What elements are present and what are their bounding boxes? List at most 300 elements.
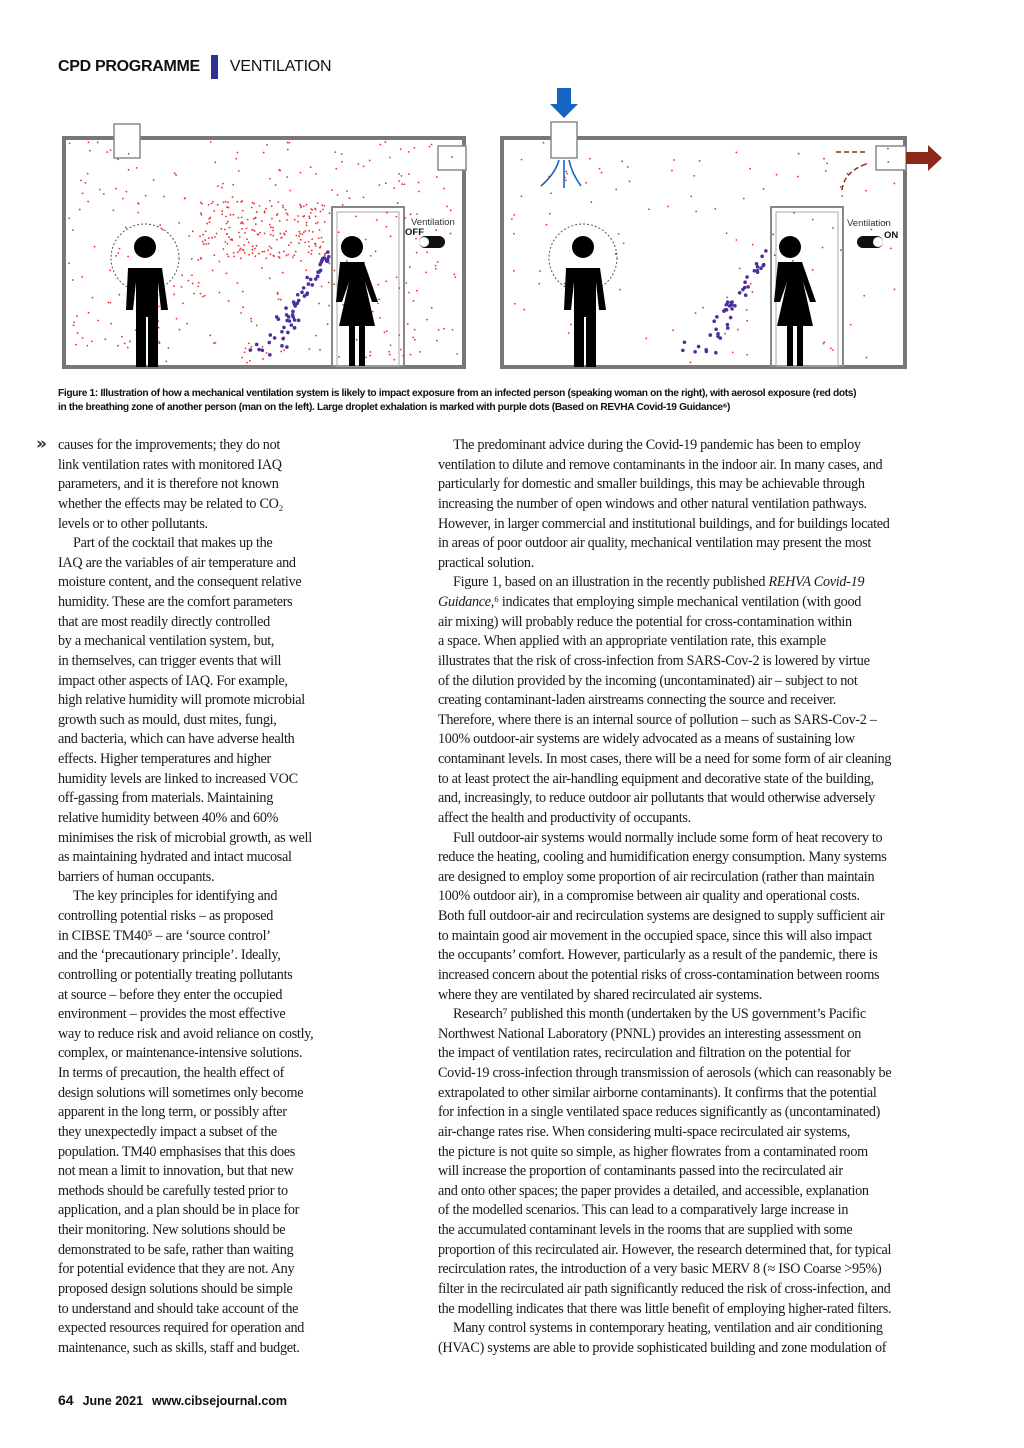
text-line	[438, 946, 948, 966]
text-run: REHVA Covid-19	[768, 574, 865, 591]
aerosol-dot	[396, 276, 398, 278]
figure-1-illustration	[0, 80, 1024, 380]
aerosol-dot	[408, 151, 410, 153]
text-line	[58, 1221, 343, 1241]
aerosol-dot	[175, 174, 177, 176]
text-line	[58, 711, 343, 731]
aerosol-dot	[538, 283, 540, 285]
aerosol-dot	[290, 242, 292, 244]
droplet-dot	[280, 344, 284, 348]
droplet-dot	[316, 275, 320, 279]
figure-caption	[58, 387, 958, 415]
aerosol-dot	[200, 293, 202, 295]
aerosol-dot	[215, 342, 217, 344]
topic-label: VENTILATION	[229, 58, 332, 75]
aerosol-dot	[244, 351, 246, 353]
text-run: contaminant levels. In most cases, there will be a need for some form of air cleaning	[438, 751, 892, 767]
text-line	[58, 691, 343, 711]
text-line	[58, 946, 343, 966]
text-line	[58, 672, 343, 692]
supply-air-arrow-icon	[550, 88, 578, 118]
aerosol-dot	[320, 211, 322, 213]
aerosol-dot	[550, 192, 552, 194]
aerosol-dot	[695, 312, 697, 314]
droplet-dot	[292, 300, 296, 304]
aerosol-dot	[847, 173, 849, 175]
text-run: the modelling indicates that there was little benefit of employing higher-rated filters.	[438, 1300, 892, 1317]
aerosol-dot	[397, 202, 399, 204]
text-line	[58, 652, 343, 672]
aerosol-dot	[240, 258, 242, 260]
aerosol-dot	[521, 195, 523, 197]
aerosol-dot	[240, 312, 242, 314]
aerosol-dot	[456, 353, 458, 355]
aerosol-dot	[184, 198, 186, 200]
aerosol-dot	[413, 147, 415, 149]
droplet-dot	[282, 326, 286, 330]
aerosol-dot	[376, 219, 378, 221]
text-run: will increase the proportion of contaminants passed into the recirculated air	[438, 1163, 843, 1180]
aerosol-dot	[104, 338, 106, 340]
aerosol-dot	[300, 205, 302, 207]
aerosol-dot	[732, 351, 734, 353]
aerosol-dot	[865, 163, 867, 165]
aerosol-dot	[319, 229, 321, 231]
aerosol-dot	[338, 356, 340, 358]
droplet-dot	[275, 315, 279, 319]
text-run: proportion of this recirculated air. However, the research determined that, for typical	[438, 1241, 892, 1258]
aerosol-dot	[673, 159, 675, 161]
text-run: way to reduce risk and avoid reliance on costly,	[58, 1025, 314, 1042]
text-line	[438, 1143, 948, 1163]
aerosol-dot	[549, 213, 551, 215]
aerosol-dot	[242, 249, 244, 251]
ceiling-vent	[114, 124, 140, 158]
text-run: their monitoring. New solutions should be	[58, 1222, 286, 1238]
aerosol-dot	[240, 248, 242, 250]
running-header	[58, 55, 331, 79]
aerosol-dot	[412, 300, 414, 302]
text-line	[58, 1103, 343, 1123]
aerosol-dot	[272, 230, 274, 232]
aerosol-dot	[228, 236, 230, 238]
aerosol-dot	[259, 232, 261, 234]
aerosol-dot	[850, 324, 852, 326]
aerosol-dot	[431, 307, 433, 309]
aerosol-dot	[244, 232, 246, 234]
aerosol-dot	[187, 280, 189, 282]
droplet-dot	[697, 345, 701, 349]
aerosol-dot	[404, 183, 406, 185]
aerosol-dot	[208, 237, 210, 239]
text-run: ⁶ indicates that employing simple mechanical ventilation (with good	[494, 594, 862, 610]
text-run: to understand and should take account of the	[58, 1300, 299, 1317]
text-line	[58, 1123, 343, 1143]
svg-text:Ventilation: Ventilation	[847, 218, 891, 229]
aerosol-dot	[386, 330, 388, 332]
aerosol-dot	[255, 223, 257, 225]
droplet-dot	[753, 269, 757, 273]
aerosol-dot	[333, 283, 335, 285]
aerosol-dot	[174, 172, 176, 174]
aerosol-dot	[409, 266, 411, 268]
aerosol-dot	[390, 344, 392, 346]
text-run: Covid-19 cross-infection through transmission of aerosols (which can reasonably be	[438, 1065, 892, 1081]
text-run: where they are ventilated by shared recirculated air systems.	[438, 986, 763, 1003]
aerosol-dot	[208, 218, 210, 220]
text-line	[58, 613, 343, 633]
aerosol-dot	[398, 287, 400, 289]
text-run: proposed design solutions should be simple	[58, 1280, 293, 1297]
aerosol-dot	[225, 201, 227, 203]
text-line	[58, 1044, 343, 1064]
aerosol-dot	[267, 249, 269, 251]
aerosol-dot	[228, 207, 230, 209]
text-line	[438, 515, 948, 535]
aerosol-dot	[401, 175, 403, 177]
text-run: to maintain good air movement in the occupied space, since this will also impact	[438, 927, 872, 944]
text-run: controlling or potentially treating pollutants	[58, 966, 293, 983]
aerosol-dot	[173, 294, 175, 296]
aerosol-dot	[242, 210, 244, 212]
droplet-dot	[309, 278, 313, 282]
aerosol-dot	[375, 250, 377, 252]
aerosol-dot	[384, 141, 386, 143]
text-line	[58, 1143, 343, 1163]
text-line	[438, 1123, 948, 1143]
aerosol-dot	[763, 188, 765, 190]
aerosol-dot	[211, 237, 213, 239]
aerosol-dot	[85, 182, 87, 184]
aerosol-dot	[566, 173, 568, 175]
aerosol-dot	[451, 156, 453, 158]
aerosol-dot	[145, 195, 147, 197]
aerosol-dot	[514, 303, 516, 305]
aerosol-dot	[400, 349, 402, 351]
aerosol-dot	[306, 222, 308, 224]
aerosol-dot	[414, 329, 416, 331]
aerosol-dot	[400, 148, 402, 150]
aerosol-dot	[346, 260, 348, 262]
aerosol-dot	[436, 340, 438, 342]
aerosol-dot	[450, 233, 452, 235]
droplet-dot	[733, 304, 737, 308]
text-run: However, in larger commercial and institutional buildings, and for buildings located	[438, 515, 890, 532]
aerosol-dot	[735, 151, 737, 153]
aerosol-dot	[426, 251, 428, 253]
aerosol-dot	[97, 320, 99, 322]
aerosol-dot	[245, 347, 247, 349]
aerosol-dot	[369, 355, 371, 357]
aerosol-dot	[264, 212, 266, 214]
aerosol-dot	[226, 223, 228, 225]
aerosol-dot	[315, 243, 317, 245]
aerosol-dot	[438, 329, 440, 331]
aerosol-dot	[263, 251, 265, 253]
aerosol-dot	[749, 168, 751, 170]
aerosol-dot	[294, 219, 296, 221]
text-run: recirculation rates, the introduction of a very basic MERV 8 (≈ ISO Coarse >95%)	[438, 1261, 882, 1278]
aerosol-dot	[282, 205, 284, 207]
text-line	[438, 1084, 948, 1104]
aerosol-dot	[178, 222, 180, 224]
droplet-dot	[729, 316, 733, 320]
aerosol-dot	[243, 244, 245, 246]
aerosol-dot	[295, 235, 297, 237]
aerosol-dot	[418, 191, 420, 193]
text-line	[438, 809, 948, 829]
aerosol-dot	[115, 188, 117, 190]
aerosol-dot	[305, 230, 307, 232]
text-run: not mean a limit to innovation, but that new	[58, 1163, 294, 1180]
aerosol-dot	[629, 180, 631, 182]
aerosol-dot	[256, 245, 258, 247]
text-line	[58, 1182, 343, 1202]
droplet-dot	[716, 332, 720, 336]
text-run: that are most readily directly controlled	[58, 613, 270, 630]
droplet-dot	[726, 323, 730, 327]
aerosol-dot	[299, 233, 301, 235]
aerosol-dot	[418, 182, 420, 184]
aerosol-dot	[304, 241, 306, 243]
aerosol-dot	[262, 251, 264, 253]
aerosol-dot	[254, 230, 256, 232]
aerosol-dot	[315, 223, 317, 225]
aerosol-dot	[89, 150, 91, 152]
aerosol-dot	[321, 204, 323, 206]
aerosol-dot	[237, 217, 239, 219]
aerosol-dot	[266, 144, 268, 146]
aerosol-dot	[429, 146, 431, 148]
droplet-dot	[286, 331, 290, 335]
text-run: 100% outdoor-air systems are widely advocated as a means of sustaining low	[438, 731, 855, 748]
aerosol-dot	[278, 298, 280, 300]
header-divider	[211, 55, 218, 79]
text-run: of the modelled scenarios. This can lead to a comparatively large increase in	[438, 1202, 849, 1219]
aerosol-dot	[277, 213, 279, 215]
aerosol-dot	[365, 357, 367, 359]
aerosol-dot	[308, 348, 310, 350]
text-line	[438, 1280, 948, 1300]
text-run: and onto other spaces; the paper provides a detailed, and accessible, explanation	[438, 1182, 869, 1199]
text-run: parameters, and it is therefore not known	[58, 476, 279, 493]
text-line	[58, 1025, 343, 1045]
aerosol-dot	[369, 160, 371, 162]
aerosol-dot	[250, 318, 252, 320]
aerosol-dot	[826, 162, 828, 164]
aerosol-dot	[288, 142, 290, 144]
aerosol-dot	[137, 212, 139, 214]
aerosol-dot	[209, 221, 211, 223]
aerosol-dot	[396, 216, 398, 218]
aerosol-dot	[431, 144, 433, 146]
text-line	[58, 887, 343, 907]
text-run: methods should be carefully tested prior to	[58, 1182, 288, 1199]
droplet-dot	[302, 286, 306, 290]
aerosol-dot	[792, 260, 794, 262]
aerosol-dot	[251, 321, 253, 323]
text-line	[438, 868, 948, 888]
aerosol-dot	[261, 220, 263, 222]
aerosol-dot	[137, 202, 139, 204]
droplet-dot	[738, 291, 742, 295]
aerosol-dot	[205, 243, 207, 245]
text-line	[58, 848, 343, 868]
aerosol-dot	[825, 170, 827, 172]
aerosol-dot	[832, 349, 834, 351]
text-run: high relative humidity will promote microbial	[58, 692, 305, 709]
aerosol-dot	[128, 169, 130, 171]
svg-text:OFF: OFF	[405, 227, 424, 238]
aerosol-dot	[308, 241, 310, 243]
text-run: whether the effects may be related to CO₂	[58, 495, 284, 512]
text-line	[58, 1005, 343, 1025]
aerosol-dot	[386, 226, 388, 228]
aerosol-dot	[136, 167, 138, 169]
droplet-dot	[273, 336, 277, 340]
aerosol-dot	[238, 170, 240, 172]
droplet-dot	[291, 310, 295, 314]
aerosol-dot	[887, 148, 889, 150]
text-run: the occupants’ comfort. However, particularly as a result of the pandemic, there is	[438, 947, 878, 964]
aerosol-dot	[87, 173, 89, 175]
aerosol-dot	[743, 198, 745, 200]
aerosol-dot	[369, 351, 371, 353]
text-line	[58, 475, 343, 495]
aerosol-dot	[890, 248, 892, 250]
aerosol-dot	[202, 241, 204, 243]
aerosol-dot	[894, 183, 896, 185]
aerosol-dot	[122, 198, 124, 200]
aerosol-dot	[188, 235, 190, 237]
text-run: extrapolated to other similar airborne contaminants). It confirms that the potential	[438, 1084, 877, 1101]
aerosol-dot	[106, 151, 108, 153]
supply-diffuser	[551, 122, 577, 158]
aerosol-dot	[199, 235, 201, 237]
aerosol-dot	[389, 157, 391, 159]
text-run: humidity. These are the comfort parameters	[58, 594, 293, 610]
text-line	[438, 1182, 948, 1202]
room-ventilation-off	[64, 124, 466, 367]
aerosol-dot	[308, 216, 310, 218]
text-run: filter in the recirculated air path significantly reduced the risk of cross-infection, and	[438, 1280, 891, 1297]
aerosol-dot	[271, 205, 273, 207]
text-line	[58, 554, 343, 574]
aerosol-dot	[310, 212, 312, 214]
aerosol-dot	[224, 241, 226, 243]
text-run: design solutions will sometimes only become	[58, 1084, 304, 1101]
text-run: apparent in the long term, or possibly after	[58, 1104, 287, 1121]
aerosol-dot	[115, 255, 117, 257]
aerosol-dot	[272, 255, 274, 257]
aerosol-dot	[887, 161, 889, 163]
aerosol-dot	[204, 295, 206, 297]
aerosol-dot	[322, 241, 324, 243]
aerosol-dot	[277, 293, 279, 295]
aerosol-dot	[117, 158, 119, 160]
aerosol-dot	[77, 332, 79, 334]
extract-air-arrow-icon	[906, 145, 942, 171]
text-line	[438, 1241, 948, 1261]
aerosol-dot	[292, 256, 294, 258]
aerosol-dot	[247, 219, 249, 221]
aerosol-dot	[798, 153, 800, 155]
aerosol-dot	[280, 351, 282, 353]
text-line	[438, 789, 948, 809]
text-run: and, increasingly, to reduce outdoor air pollutants that would otherwise adversely	[438, 790, 876, 807]
aerosol-dot	[303, 231, 305, 233]
aerosol-dot	[237, 152, 239, 154]
aerosol-dot	[329, 263, 331, 265]
aerosol-dot	[192, 230, 194, 232]
text-run: in themselves, can trigger events that will	[58, 652, 282, 669]
text-run: impact other aspects of IAQ. For example,	[58, 672, 288, 689]
droplet-dot	[325, 259, 329, 263]
aerosol-dot	[539, 270, 541, 272]
aerosol-dot	[363, 196, 365, 198]
text-line	[438, 632, 948, 652]
text-run: Both full outdoor-air and recirculation systems are designed to supply sufficient air	[438, 908, 885, 924]
text-run: off-gassing from materials. Maintaining	[58, 790, 273, 807]
aerosol-dot	[298, 242, 300, 244]
text-line	[58, 456, 343, 476]
aerosol-dot	[246, 228, 248, 230]
aerosol-dot	[331, 189, 333, 191]
aerosol-dot	[724, 333, 726, 335]
aerosol-dot	[214, 161, 216, 163]
aerosol-dot	[277, 201, 279, 203]
aerosol-dot	[297, 215, 299, 217]
aerosol-dot	[213, 210, 215, 212]
droplet-dot	[293, 318, 297, 322]
aerosol-dot	[109, 302, 111, 304]
aerosol-dot	[269, 253, 271, 255]
aerosol-dot	[213, 254, 215, 256]
text-run: for infection in a single ventilated space reduces significantly as (uncontaminated)	[438, 1104, 881, 1121]
aerosol-dot	[210, 141, 212, 143]
aerosol-dot	[379, 317, 381, 319]
aerosol-dot	[623, 242, 625, 244]
text-run: Guidance,	[438, 594, 495, 610]
aerosol-dot	[94, 246, 96, 248]
aerosol-dot	[281, 237, 283, 239]
aerosol-dot	[346, 190, 348, 192]
website-link[interactable]: www.cibsejournal.com	[152, 1394, 288, 1408]
aerosol-dot	[384, 331, 386, 333]
droplet-dot	[319, 269, 323, 273]
aerosol-dot	[285, 209, 287, 211]
aerosol-dot	[393, 359, 395, 361]
aerosol-dot	[232, 214, 234, 216]
aerosol-dot	[125, 191, 127, 193]
aerosol-dot	[68, 217, 70, 219]
aerosol-dot	[342, 204, 344, 206]
aerosol-dot	[300, 172, 302, 174]
aerosol-dot	[453, 273, 455, 275]
text-line	[58, 1162, 343, 1182]
text-line	[58, 1339, 343, 1359]
aerosol-dot	[205, 231, 207, 233]
aerosol-dot	[645, 338, 647, 340]
text-line	[58, 593, 343, 613]
text-line	[438, 456, 948, 476]
aerosol-dot	[270, 226, 272, 228]
aerosol-dot	[121, 336, 123, 338]
aerosol-dot	[92, 297, 94, 299]
text-line	[438, 770, 948, 790]
text-line	[438, 593, 948, 613]
aerosol-dot	[81, 276, 83, 278]
